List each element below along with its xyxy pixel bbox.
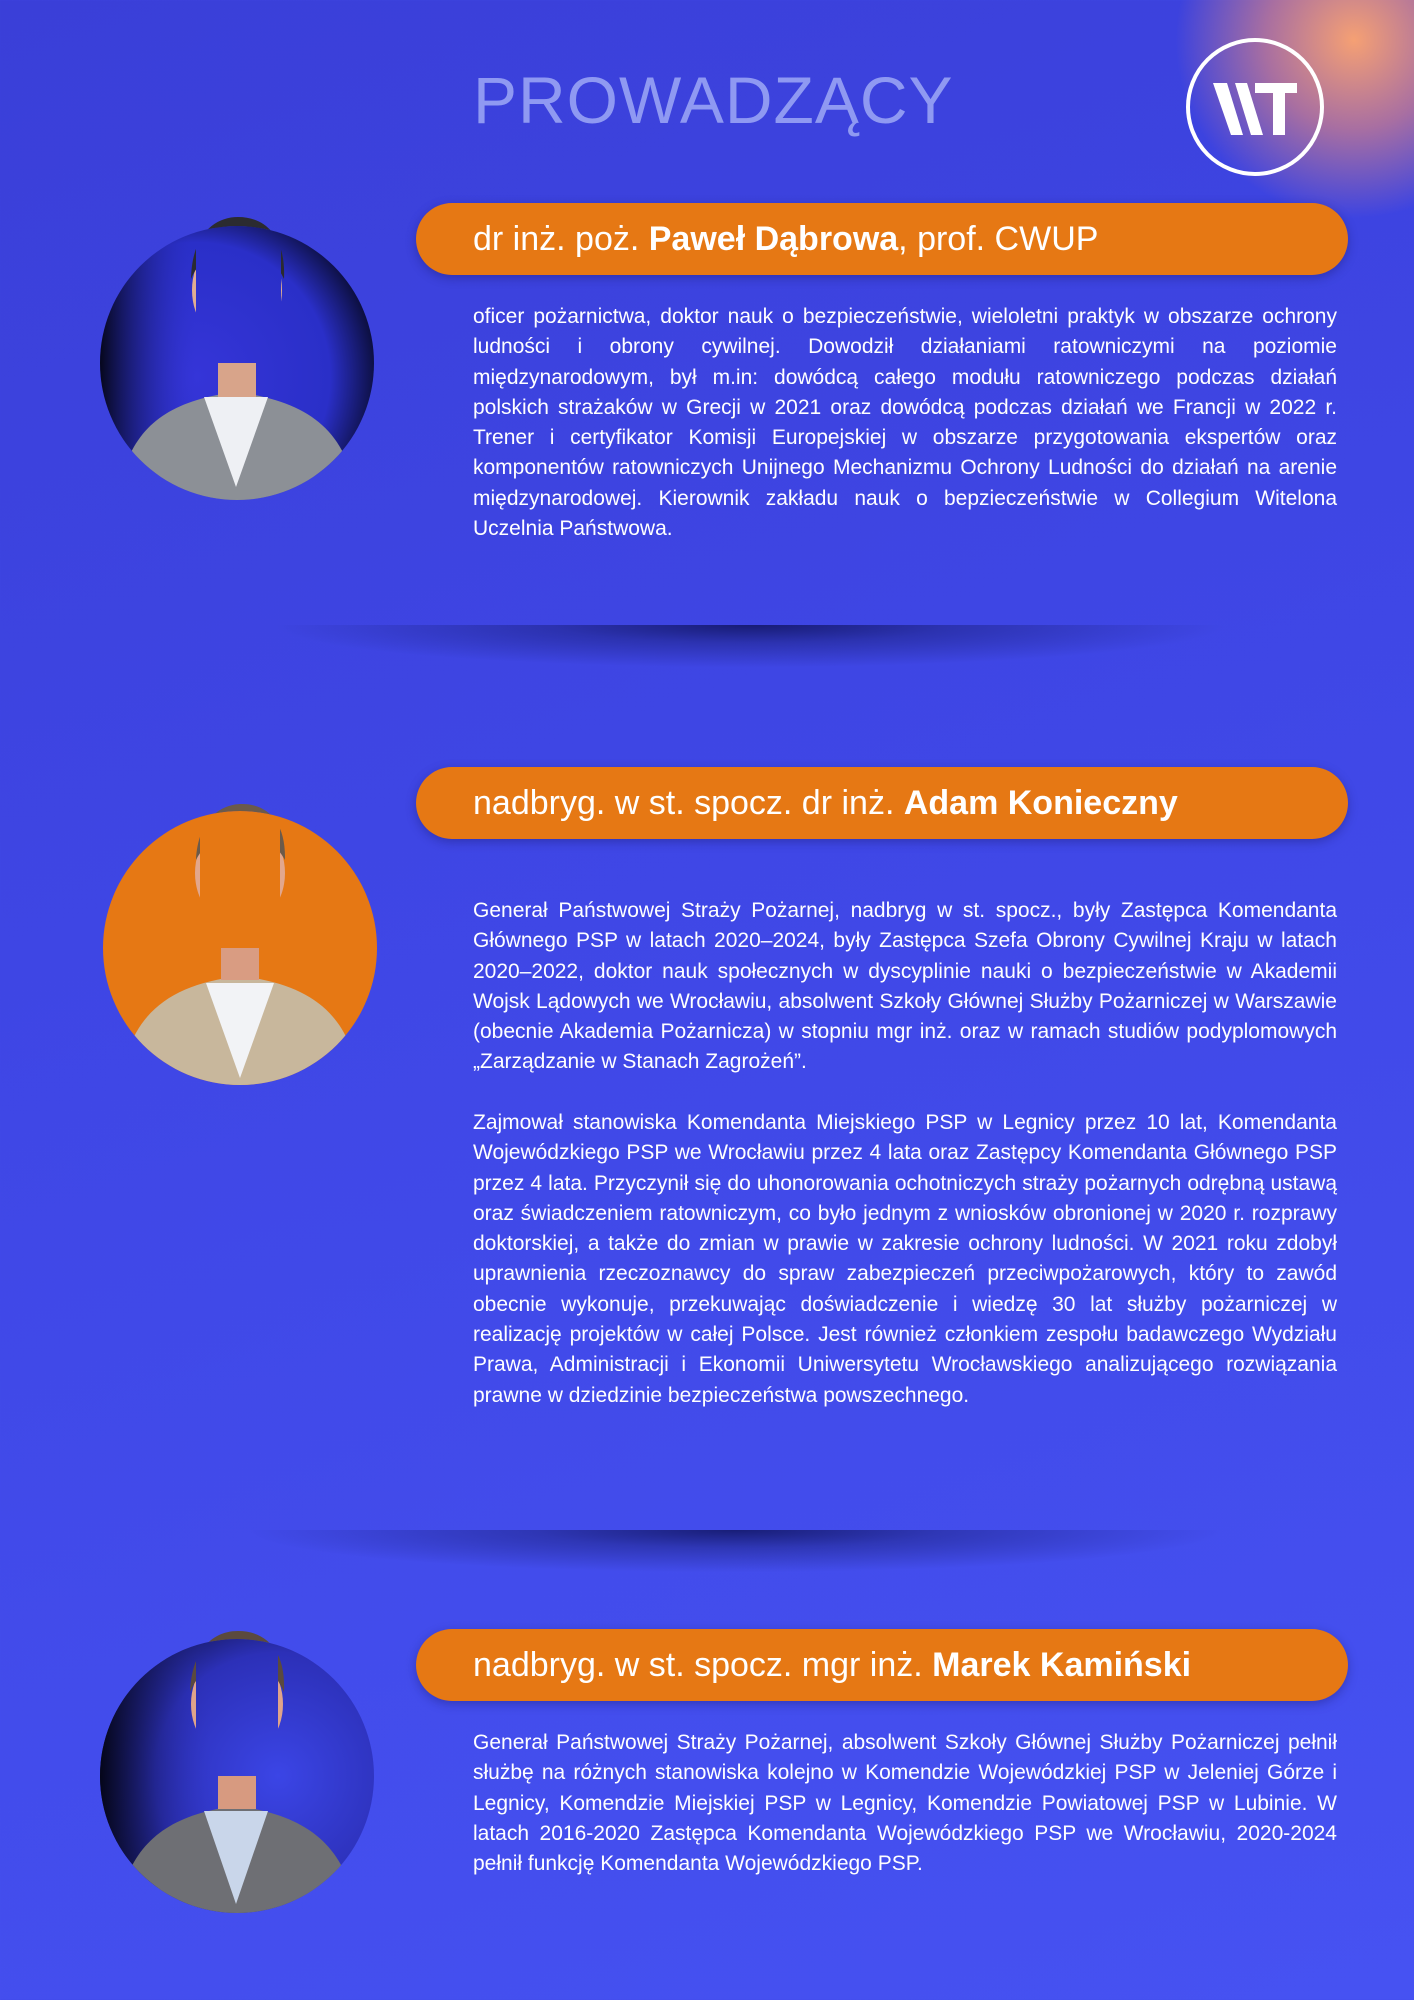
speaker-title-suffix: , prof. CWUP — [898, 219, 1099, 258]
speaker-photo-dabrowa — [96, 187, 376, 517]
speaker-bio-kaminski: Generał Państwowej Straży Pożarnej, absolwent Szkoły Głównej Służby Pożarniczej pełnił służbę na różnych stanowiska kolejno w Komendzie Wojewódzkiej PSP w Jeleniej Górze i Legnicy, Komendzie Miejskiej PSP w Legnicy, Komendzie Powiatowej PSP w Lubinie. W latach 2016-2020 Zastępca Komendanta Wojewódzkiego PSP we Wrocławiu, 2020-2024 pełnił funkcję Komendanta Wojewódzkiego PSP. — [473, 1731, 1337, 1876]
speaker-name: Adam Konieczny — [903, 783, 1178, 822]
speaker-name-bar-kaminski — [416, 1629, 1348, 1701]
speaker-name-bar-konieczny — [416, 767, 1348, 839]
speaker-bio-dabrowa: oficer pożarnictwa, doktor nauk o bezpieczeństwie, wieloletni praktyk w obszarze ochrony ludności i obrony cywilnej. Dowodził działaniami ratowniczymi na poziomie międzynarodowym, był m.in: dowódcą całego modułu ratowniczego podczas działań polskich strażaków w Grecji w 2021 oraz dowódcą podczas działań we Francji w 2022 r. Trener i certyfikator Komisji Europejskiej w obszarze przygotowania ekspertów oraz komponentów ratowniczych Unijnego Mechanizmu Ochrony Ludności do działań na arenie międzynarodowej. Kierownik zakładu nauk o bepzieczeństwie w Collegium Witelona Uczelnia Państwowa. — [473, 305, 1337, 541]
speaker-name: Paweł Dąbrowa — [648, 219, 899, 258]
speaker-title-prefix: nadbryg. w st. spocz. dr inż. — [473, 783, 904, 822]
speaker-bio-konieczny-2: Zajmował stanowiska Komendanta Miejskiego PSP w Legnicy przez 10 lat, Komendanta Wojewódzkiego PSP we Wrocławiu przez 4 lata oraz Zastępcy Komendanta Głównego PSP przez 4 lata. Przyczynił się do uhonorowania ochotniczych straży pożarnych odrębną ustawą oraz świadczeniem ratowniczym, co było jednym z wniosków obronionej w 2020 r. rozprawy doktorskiej, a także do zmian w prawie w zakresie ochrony ludności. W 2021 roku zdobył uprawnienia rzeczoznawcy do spraw zabezpieczeń przeciwpożarowych, który to zawód obecnie wykonuje, przekuwając doświadczenie i wiedzę 30 lat służby pożarniczej w realizację projektów w całej Polsce. Jest również członkiem zespołu badawczego Wydziału Prawa, Administracji i Ekonomii Uniwersytetu Wrocławskiego analizującego rozwiązania prawne w dziedzinie bezpieczeństwa powszechnego. — [473, 1111, 1337, 1407]
speaker-photo-kaminski — [96, 1604, 376, 1934]
speaker-name: Marek Kamiński — [932, 1645, 1192, 1684]
w-logo-icon — [1183, 35, 1327, 179]
section-divider — [160, 1530, 1310, 1580]
speaker-bio-konieczny-1: Generał Państwowej Straży Pożarnej, nadbryg w st. spocz., były Zastępca Komendanta Głównego PSP w latach 2020–2024, były Zastępca Szefa Obrony Cywilnej Kraju w latach 2020–2022, doktor nauk społecznych w dyscyplinie nauki o bezpieczeństwie w Akademii Wojsk Lądowych we Wrocławiu, absolwent Szkoły Głównej Służby Pożarniczej w Warszawie (obecnie Akademia Pożarnicza) w stopniu mgr inż. oraz w ramach studiów podyplomowych „Zarządzanie w Stanach Zagrożeń”. — [473, 899, 1337, 1074]
speaker-photo-konieczny — [100, 778, 380, 1108]
section-divider — [190, 625, 1310, 675]
speaker-name-bar-dabrowa — [416, 203, 1348, 275]
speaker-title-prefix: nadbryg. w st. spocz. mgr inż. — [473, 1645, 933, 1684]
page-title: PROWADZĄCY — [473, 63, 954, 137]
speaker-title-prefix: dr inż. poż. — [473, 219, 649, 258]
